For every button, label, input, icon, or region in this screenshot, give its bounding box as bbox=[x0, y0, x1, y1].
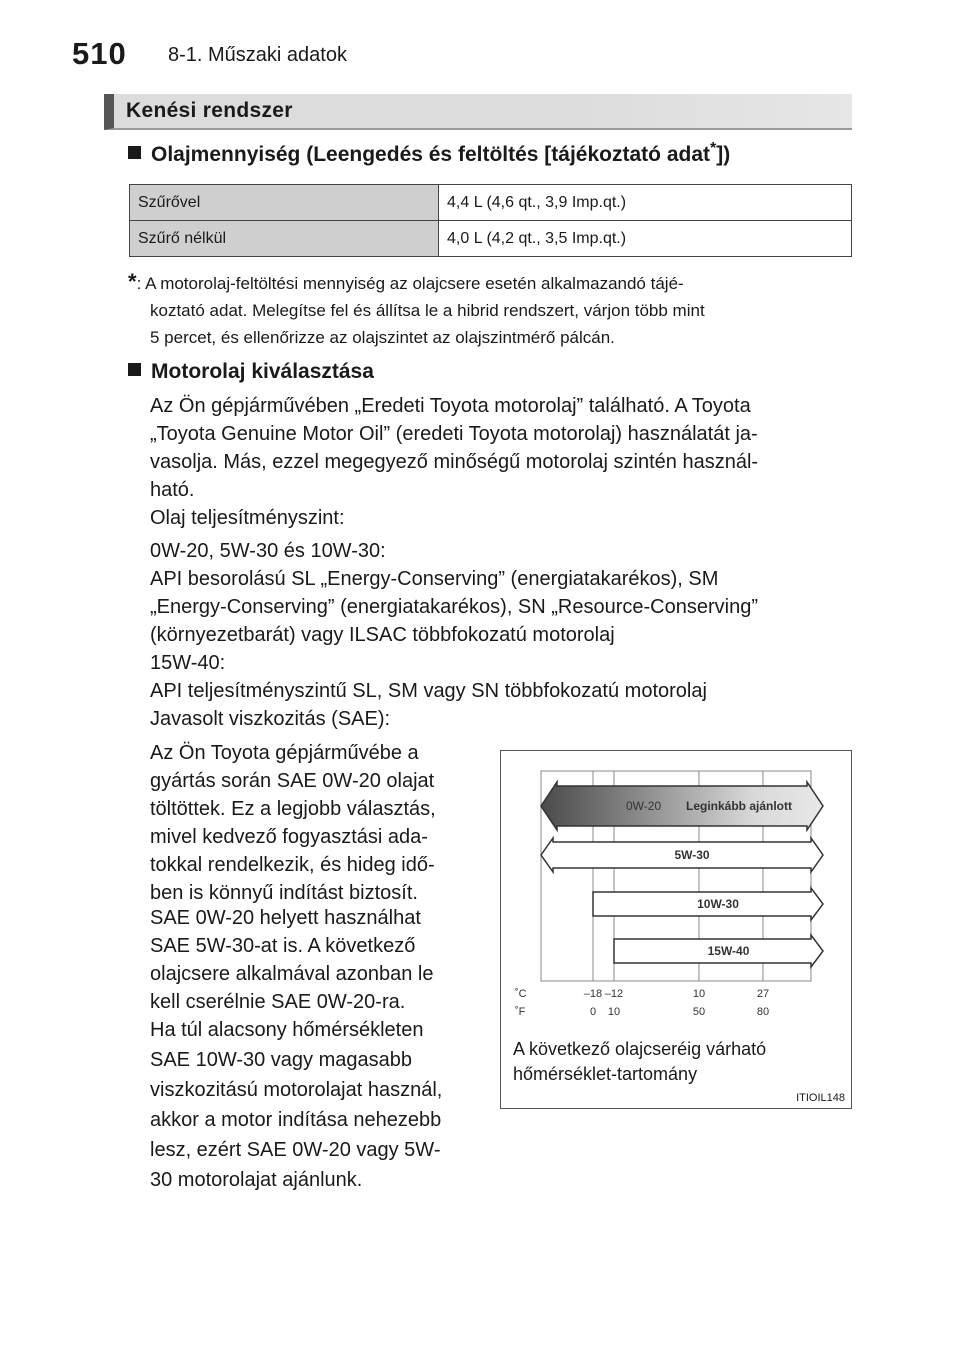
left-paragraph-2: SAE 0W-20 helyett használhat SAE 5W-30-at is. A következő olajcsere alkalmával azonban le kell cserélnie SAE 0W-20-ra. bbox=[150, 907, 434, 1013]
table-cell-value: 4,4 L (4,6 qt., 3,9 Imp.qt.) bbox=[439, 185, 852, 221]
oil-selection-heading: Motorolaj kiválasztása bbox=[128, 360, 374, 384]
oil-capacity-heading: Olajmennyiség (Leengedés és feltöltés [tájékoztató adat*]) bbox=[128, 140, 730, 167]
left-paragraph-3: Ha túl alacsony hőmérsékleten SAE 10W-30 vagy magasabb viszkozitású motorolajat használ, akkor a motor indítása nehezebb lesz, ezért SAE 0W-20 vagy 5W- 30 motorolajat ajánlunk. bbox=[150, 1019, 443, 1191]
celsius-tick-label: 27 bbox=[756, 988, 770, 1000]
bullet-square-icon bbox=[128, 146, 141, 159]
viscosity-label: Javasolt viszkozitás (SAE): bbox=[150, 708, 391, 730]
table-row bbox=[130, 185, 852, 221]
footnote: *: A motorolaj-feltöltési mennyiség az olajcsere esetén alkalmazandó tájé- koztató adat. Melegítse fel és állítsa le a hibrid rendszert, várjon több mint 5 percet, és ellenőrizze az olajszintet az olajszintmérő pálcán. bbox=[128, 269, 705, 347]
fahrenheit-tick-label: 50 bbox=[692, 1006, 706, 1018]
left-paragraph-1: Az Ön Toyota gépjárművébe a gyártás során SAE 0W-20 olajat töltöttek. Ez a legjobb választás, mivel kedvező fogyasztási ada- tokkal rendelkezik, és hideg idő- ben is könnyű indítást biztosít. bbox=[150, 742, 436, 904]
fahrenheit-tick-label: 80 bbox=[756, 1006, 770, 1018]
section-banner bbox=[104, 94, 852, 130]
grade-block-1: 0W-20, 5W-30 és 10W-30: API besorolású SL „Energy-Conserving” (energiatakarékos), SM „Energy-Conserving” (energiatakarékos), SN „Resource-Conserving” (környezetbarát) vagy ILSAC többfokozatú motorolaj bbox=[150, 540, 759, 646]
performance-label: Olaj teljesítményszint: bbox=[150, 507, 345, 529]
table-cell-label: Szűrő nélkül bbox=[130, 221, 439, 257]
celsius-tick-label: –12 bbox=[604, 988, 624, 1000]
viscosity-chart bbox=[500, 750, 852, 1109]
chart-bar-note: Leginkább ajánlott bbox=[686, 799, 793, 814]
table-row bbox=[130, 221, 852, 257]
figure-code: ITIOIL148 bbox=[796, 1092, 845, 1104]
chart-bar-label: 0W-20 bbox=[626, 799, 662, 814]
chart-bar-label: 5W-30 bbox=[674, 848, 710, 863]
intro-paragraph: Az Ön gépjárművében „Eredeti Toyota motorolaj” található. A Toyota „Toyota Genuine Motor Oil” (eredeti Toyota motorolaj) használatát ja- vasolja. Más, ezzel megegyező minőségű motorolaj szintén használ- ható. bbox=[150, 395, 759, 501]
chart-bar-label: 10W-30 bbox=[697, 897, 739, 912]
chapter-title: 8-1. Műszaki adatok bbox=[168, 44, 347, 66]
table-cell-label: Szűrővel bbox=[130, 185, 439, 221]
section-title: Kenési rendszer bbox=[126, 99, 293, 122]
celsius-unit: ˚C bbox=[515, 988, 527, 1000]
fahrenheit-tick-label: 10 bbox=[607, 1006, 621, 1018]
page-number: 510 bbox=[72, 36, 127, 71]
bullet-square-icon bbox=[128, 363, 141, 376]
chart-bar-label: 15W-40 bbox=[707, 944, 750, 959]
footnote-marker: * bbox=[128, 269, 137, 294]
table-cell-value: 4,0 L (4,2 qt., 3,5 Imp.qt.) bbox=[439, 221, 852, 257]
fahrenheit-unit: ˚F bbox=[515, 1006, 526, 1018]
celsius-tick-label: –18 bbox=[583, 988, 603, 1000]
chart-caption: A következő olajcseréig várható hőmérséklet-tartomány bbox=[513, 1039, 767, 1084]
fahrenheit-tick-label: 0 bbox=[589, 1006, 597, 1018]
celsius-tick-label: 10 bbox=[692, 988, 706, 1000]
grade-block-2: 15W-40: API teljesítményszintű SL, SM vagy SN többfokozatú motorolaj bbox=[150, 652, 707, 702]
oil-capacity-table bbox=[129, 184, 852, 257]
